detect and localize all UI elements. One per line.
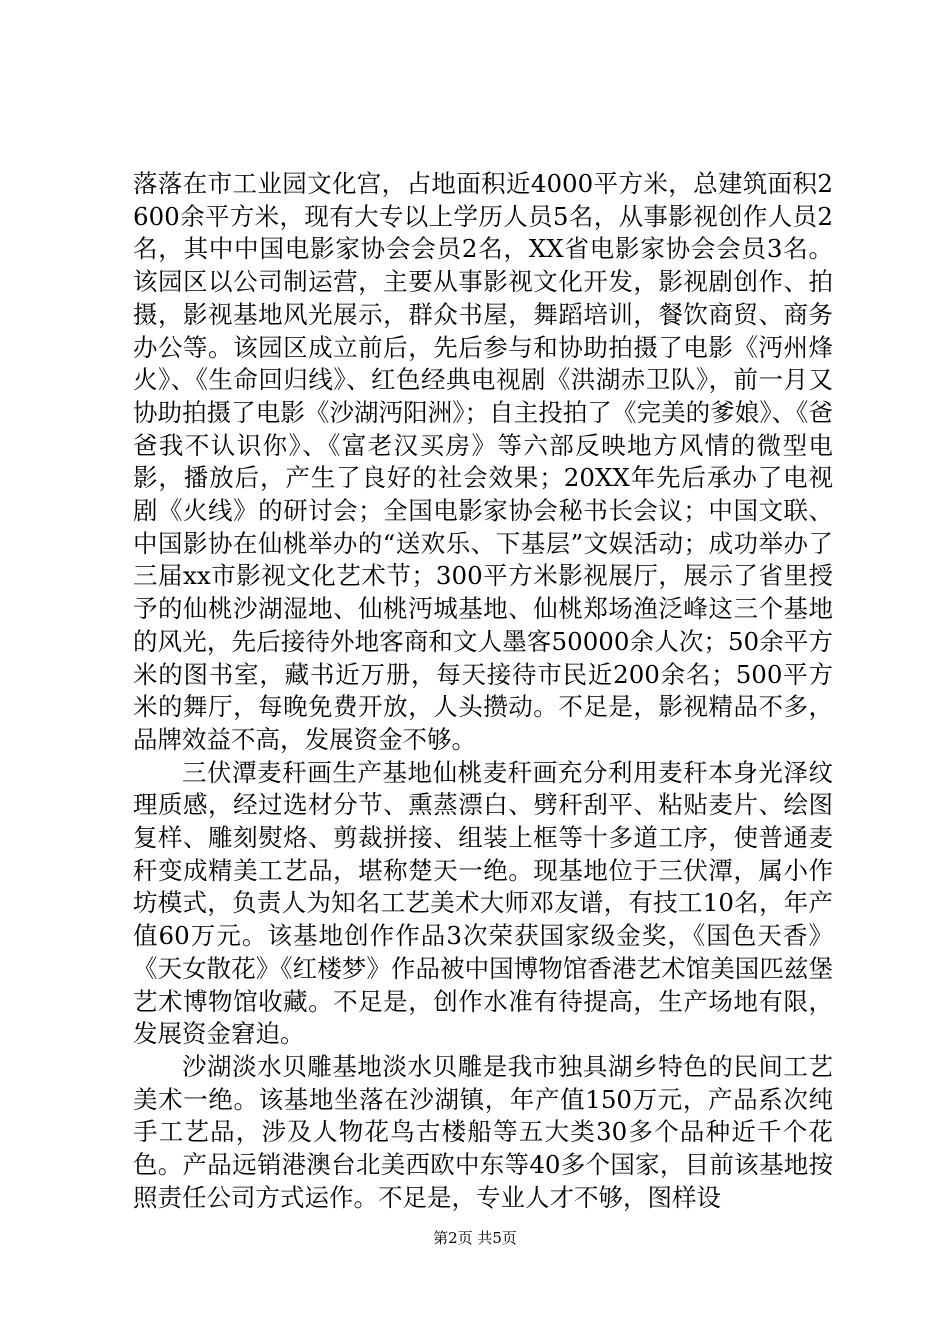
page-footer: 第2页 共5页 — [433, 1229, 517, 1247]
paragraph-straw-painting: 三伏潭麦秆画生产基地仙桃麦秆画充分利用麦秆本身光泽纹理质感，经过选材分节、熏蒸漂白、劈秆刮平、粘贴麦片、绘图复样、雕刻熨烙、剪裁拼接、组装上框等十多道工序，使普通麦秆变成精美工艺品，堪称楚天一绝。现基地位于三伏潭，属小作坊模式，负责人为知名工艺美术大师邓友谱，有技工10名，年产值60万元。该基地创作作品3次荣获国家级金奖，《国色天香》《天女散花》《红楼梦》作品被中国博物馆香港艺术馆美国匹兹堡艺术博物馆收藏。不足是，创作水准有待提高，生产场地有限，发展资金窘迫。 — [133, 757, 833, 1049]
paragraph-shell-carving: 沙湖淡水贝雕基地淡水贝雕是我市独具湖乡特色的民间工艺美术一绝。该基地坐落在沙湖镇，年产值150万元，产品系次纯手工艺品，涉及人物花鸟古楼船等五大类30多个品种近千个花色。产品远销港澳台北美西欧中东等40多个国家，目前该基地按照责任公司方式运作。不足是，专业人才不够，图样设 — [133, 1051, 833, 1212]
document-body — [133, 168, 833, 1215]
paragraph-film-park: 落落在市工业园文化宫，占地面积近4000平方米，总建筑面积2600余平方米，现有大专以上学历人员5名，从事影视创作人员2名，其中中国电影家协会会员2名，XX省电影家协会会员3名。该园区以公司制运营，主要从事影视文化开发，影视剧创作、拍摄，影视基地风光展示，群众书屋，舞蹈培训，餐饮商贸、商务办公等。该园区成立前后，先后参与和协助拍摄了电影《沔州烽火》、《生命回归线》、红色经典电视剧《洪湖赤卫队》，前一月又协助拍摄了电影《沙湖沔阳洲》；自主投拍了《完美的爹娘》、《爸爸我不认识你》、《富老汉买房》等六部反映地方风情的微型电影，播放后，产生了良好的社会效果；20XX年先后承办了电视剧《火线》的研讨会；全国电影家协会秘书长会议；中国文联、中国影协在仙桃举办的“送欢乐、下基层”文娱活动；成功举办了三届xx市影视文化艺术节；300平方米影视展厅，展示了省里授予的仙桃沙湖湿地、仙桃沔城基地、仙桃郑场渔泛峰这三个基地的风光，先后接待外地客商和文人墨客50000余人次；50余平方米的图书室，藏书近万册，每天接待市民近200余名；500平方米的舞厅，每晚免费开放，人头攒动。不足是，影视精品不多，品牌效益不高，发展资金不够。 — [133, 169, 833, 754]
